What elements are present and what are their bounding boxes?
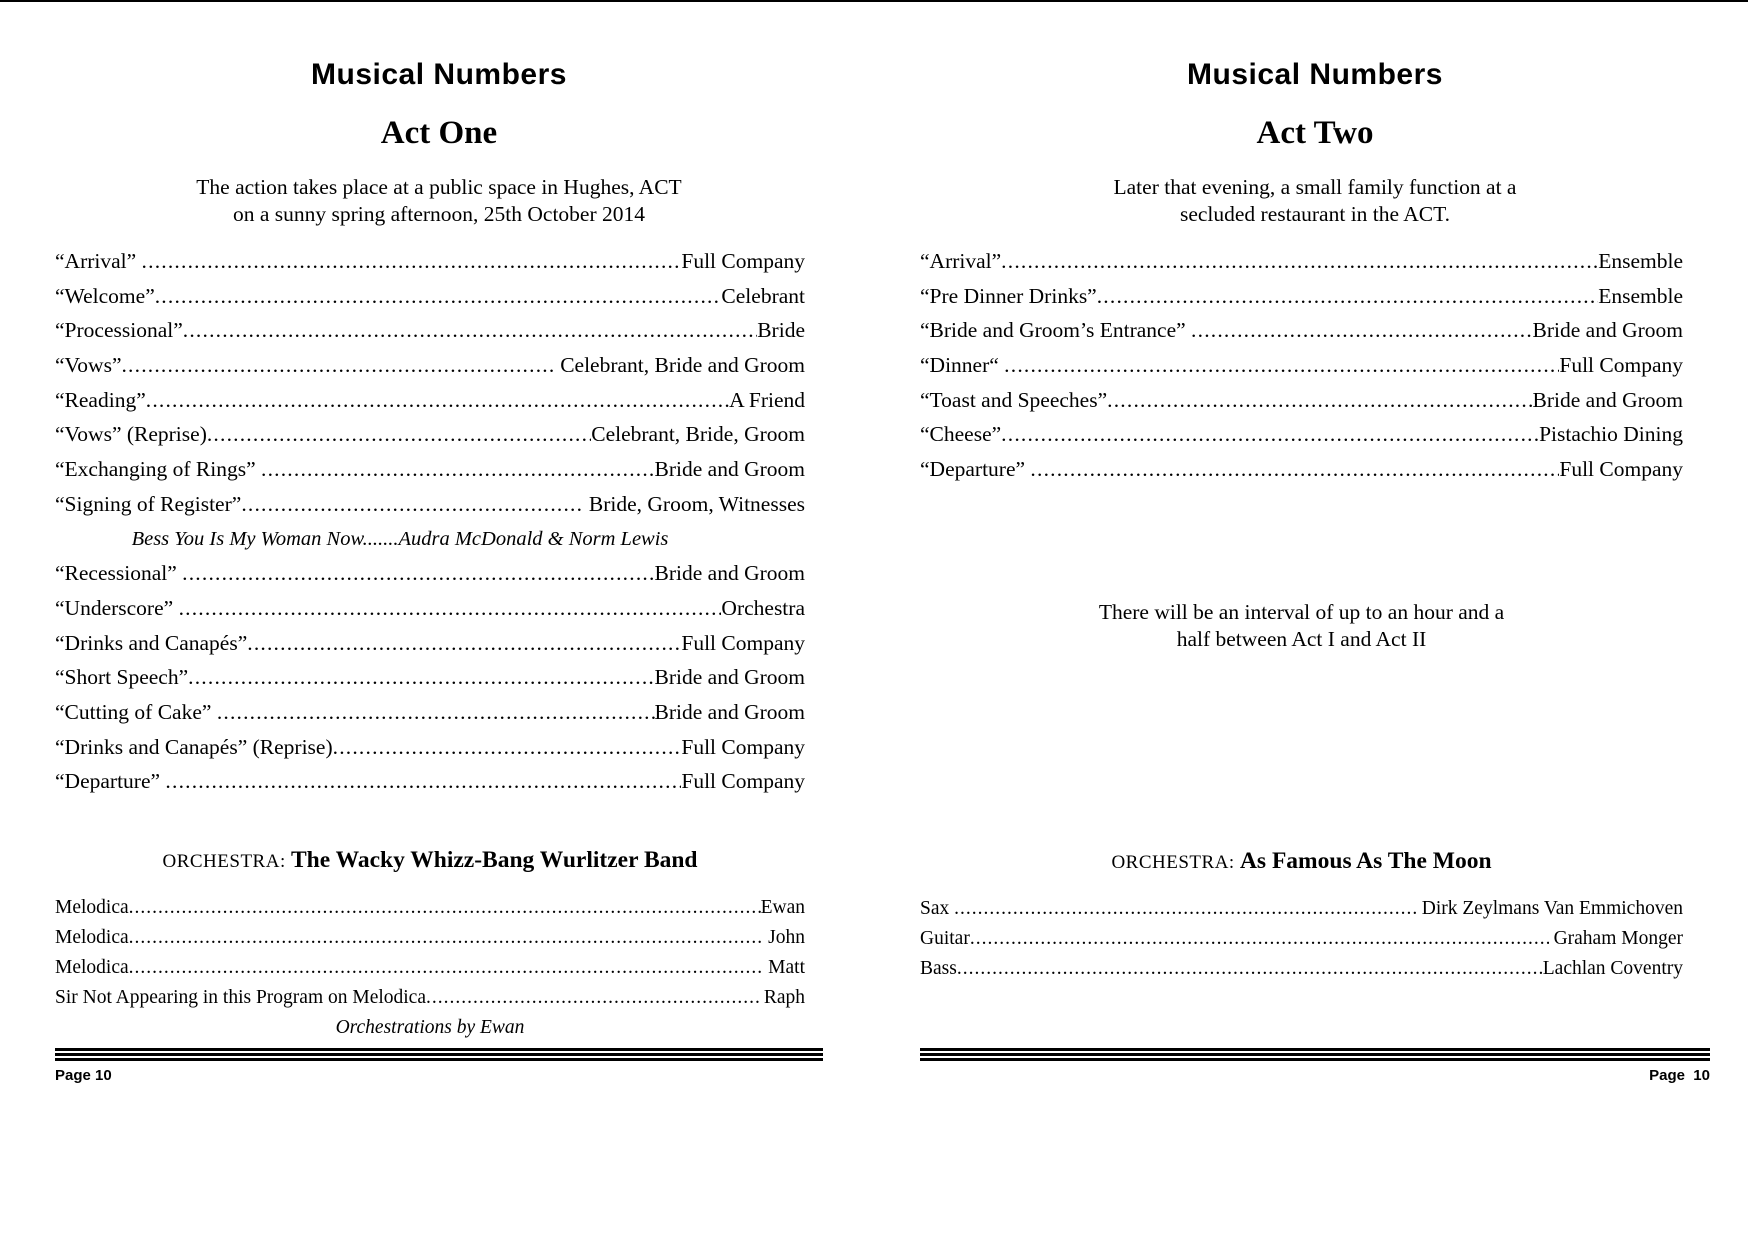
orchestra-label: ORCHESTRA: <box>1111 851 1240 873</box>
song-title: “Welcome” <box>55 283 155 308</box>
dot-leader <box>165 764 681 799</box>
dot-leader <box>182 556 654 591</box>
dot-leader <box>155 279 722 314</box>
musician-row <box>55 953 805 983</box>
dot-leader <box>1001 417 1539 452</box>
dot-leader <box>146 383 729 418</box>
song-performer: Bride and Groom <box>654 665 805 690</box>
song-title: “Cutting of Cake” <box>55 699 217 724</box>
page-footer <box>920 1048 1710 1084</box>
song-performer: Celebrant, Bride and Groom <box>554 353 805 378</box>
song-performer: Full Company <box>1559 353 1683 378</box>
dot-leader <box>1191 313 1532 348</box>
song-performer: Ensemble <box>1598 249 1683 273</box>
song-title: “Exchanging of Rings” <box>55 457 261 482</box>
dot-leader <box>1001 244 1598 279</box>
song-row <box>55 348 805 383</box>
footer-rule-line <box>55 1048 823 1051</box>
interval-line: half between Act I and Act II <box>1176 627 1427 652</box>
song-title: “Cheese” <box>920 422 1002 447</box>
dot-leader <box>261 452 655 487</box>
dot-leader <box>954 894 1417 924</box>
special-song-line: Bess You Is My Woman Now.......Audra McDonald & Norm Lewis <box>131 527 669 550</box>
page-title: Musical Numbers <box>1187 58 1443 91</box>
dot-leader <box>188 660 654 695</box>
orchestra-heading <box>55 845 805 878</box>
song-row <box>920 313 1683 348</box>
act-one-song-list <box>55 244 805 799</box>
dot-leader <box>1107 383 1532 418</box>
musician-instrument: Bass <box>920 957 957 979</box>
orchestra-label: ORCHESTRA: <box>162 851 291 872</box>
song-title: “Vows” <box>55 353 122 378</box>
act-one-title: Act One <box>380 115 498 151</box>
song-performer: Bride and Groom <box>654 561 805 586</box>
dot-leader <box>142 244 682 279</box>
song-performer: Bride and Groom <box>1532 318 1683 343</box>
song-row <box>920 348 1683 383</box>
song-performer: Full Company <box>681 734 805 759</box>
page-footer <box>55 1048 823 1084</box>
song-performer: Ensemble <box>1598 283 1683 308</box>
musician-name: John <box>763 927 805 948</box>
song-row <box>55 695 805 730</box>
musician-row <box>55 893 805 923</box>
song-title: “Processional” <box>55 318 183 343</box>
song-row <box>55 452 805 487</box>
song-title: “Pre Dinner Drinks” <box>920 283 1097 308</box>
dot-leader <box>426 983 759 1013</box>
dot-leader <box>241 487 583 522</box>
song-row <box>55 556 805 591</box>
dot-leader <box>179 591 722 626</box>
musician-instrument: Sir Not Appearing in this Program on Melodica <box>55 987 426 1008</box>
song-row <box>55 313 805 348</box>
act-two-song-list <box>920 244 1683 487</box>
song-performer: Bride and Groom <box>654 699 805 724</box>
footer-rule-line <box>920 1048 1710 1051</box>
song-performer: Pistachio Dining <box>1539 422 1683 447</box>
musician-instrument: Melodica <box>55 897 129 918</box>
song-row <box>920 244 1683 279</box>
act-two-title: Act Two <box>1256 115 1374 151</box>
musician-name: Raph <box>758 987 805 1008</box>
song-performer: Full Company <box>681 249 805 273</box>
setting-line: Later that evening, a small family function at a <box>1113 175 1517 199</box>
song-row <box>55 383 805 418</box>
orchestra-band-name: The Wacky Whizz-Bang Wurlitzer Band <box>290 847 698 873</box>
orchestra-band-name: As Famous As The Moon <box>1239 847 1492 874</box>
song-title: “Dinner“ <box>920 353 1005 378</box>
song-row <box>920 383 1683 418</box>
song-row <box>55 764 805 799</box>
footer-rule-line <box>55 1058 823 1061</box>
song-row <box>55 417 805 452</box>
footer-rule-line <box>920 1058 1710 1061</box>
musician-instrument: Guitar <box>920 927 970 949</box>
dot-leader <box>1004 348 1559 383</box>
song-title: “Underscore” <box>55 595 179 620</box>
song-row <box>55 244 805 279</box>
musician-name: Matt <box>763 957 805 978</box>
dot-leader <box>247 626 681 661</box>
musician-row <box>920 924 1683 954</box>
setting-line: secluded restaurant in the ACT. <box>1179 202 1451 226</box>
page-number: Page 10 <box>55 1067 112 1084</box>
song-row <box>55 279 805 314</box>
interval-line: There will be an interval of up to an hour and a <box>1098 599 1505 624</box>
song-title: “Drinks and Canapés” (Reprise) <box>55 734 333 759</box>
musician-instrument: Melodica <box>55 957 129 978</box>
orchestrations-credit: Orchestrations by Ewan <box>335 1017 525 1038</box>
song-row <box>55 626 805 661</box>
musician-row <box>920 954 1683 984</box>
page-title: Musical Numbers <box>311 58 567 91</box>
song-title: “Drinks and Canapés” <box>55 630 248 655</box>
dot-leader <box>129 893 761 923</box>
dot-leader <box>970 924 1549 954</box>
act-two-musician-list <box>920 894 1683 984</box>
song-row <box>55 487 805 522</box>
act-one-setting <box>55 174 823 228</box>
song-title: “Reading” <box>55 387 146 412</box>
dot-leader <box>217 695 655 730</box>
song-title: “Departure” <box>55 769 166 794</box>
song-title: “Arrival” <box>920 249 1002 273</box>
song-title: “Bride and Groom’s Entrance” <box>920 318 1192 343</box>
song-row <box>920 417 1683 452</box>
dot-leader <box>1097 279 1598 314</box>
song-performer: Celebrant <box>721 283 805 308</box>
song-title: “Departure” <box>920 457 1031 482</box>
song-title: “Vows” (Reprise) <box>55 422 207 447</box>
dot-leader <box>121 348 554 383</box>
song-row <box>920 452 1683 487</box>
musician-name: Lachlan Coventry <box>1542 957 1683 979</box>
song-row <box>55 591 805 626</box>
song-row <box>55 730 805 765</box>
musician-instrument: Sax <box>920 897 955 919</box>
musician-name: Graham Monger <box>1548 927 1683 949</box>
musician-row <box>55 923 805 953</box>
musician-row <box>55 983 805 1013</box>
song-title: “Arrival” <box>55 249 142 273</box>
orchestra-heading <box>920 846 1683 879</box>
page-number: Page 10 <box>1649 1067 1710 1084</box>
song-performer: Full Company <box>681 630 805 655</box>
dot-leader <box>957 954 1543 984</box>
dot-leader <box>1030 452 1559 487</box>
footer-rule-line <box>920 1053 1710 1056</box>
musician-name: Dirk Zeylmans Van Emmichoven <box>1416 897 1683 919</box>
footer-rule-line <box>55 1053 823 1056</box>
song-performer: Full Company <box>681 769 805 794</box>
dot-leader <box>333 730 682 765</box>
song-row <box>920 279 1683 314</box>
musician-row <box>920 894 1683 924</box>
song-title: “Short Speech” <box>55 665 189 690</box>
act-one-musician-list <box>55 893 805 1013</box>
song-performer: Bride, Groom, Witnesses <box>583 491 805 516</box>
song-performer: Orchestra <box>721 595 805 620</box>
interval-note <box>920 599 1683 654</box>
song-title: “Recessional” <box>55 561 183 586</box>
musician-instrument: Melodica <box>55 927 129 948</box>
program-page-act-one <box>55 0 823 1240</box>
song-title: “Signing of Register” <box>55 491 242 516</box>
dot-leader <box>129 953 764 983</box>
song-performer: Full Company <box>1559 457 1683 482</box>
song-performer: A Friend <box>729 387 805 412</box>
dot-leader <box>207 417 591 452</box>
musician-name: Ewan <box>760 897 805 918</box>
song-performer: Bride and Groom <box>1532 387 1683 412</box>
song-performer: Bride <box>757 318 805 343</box>
setting-line: on a sunny spring afternoon, 25th October 2014 <box>232 202 645 226</box>
song-title: “Toast and Speeches” <box>920 387 1108 412</box>
dot-leader <box>183 313 757 348</box>
program-page-act-two <box>920 0 1710 1240</box>
setting-line: The action takes place at a public space in Hughes, ACT <box>196 175 682 199</box>
song-performer: Celebrant, Bride, Groom <box>591 422 805 447</box>
song-performer: Bride and Groom <box>654 457 805 482</box>
dot-leader <box>129 923 764 953</box>
act-two-setting <box>920 174 1710 228</box>
song-row <box>55 660 805 695</box>
